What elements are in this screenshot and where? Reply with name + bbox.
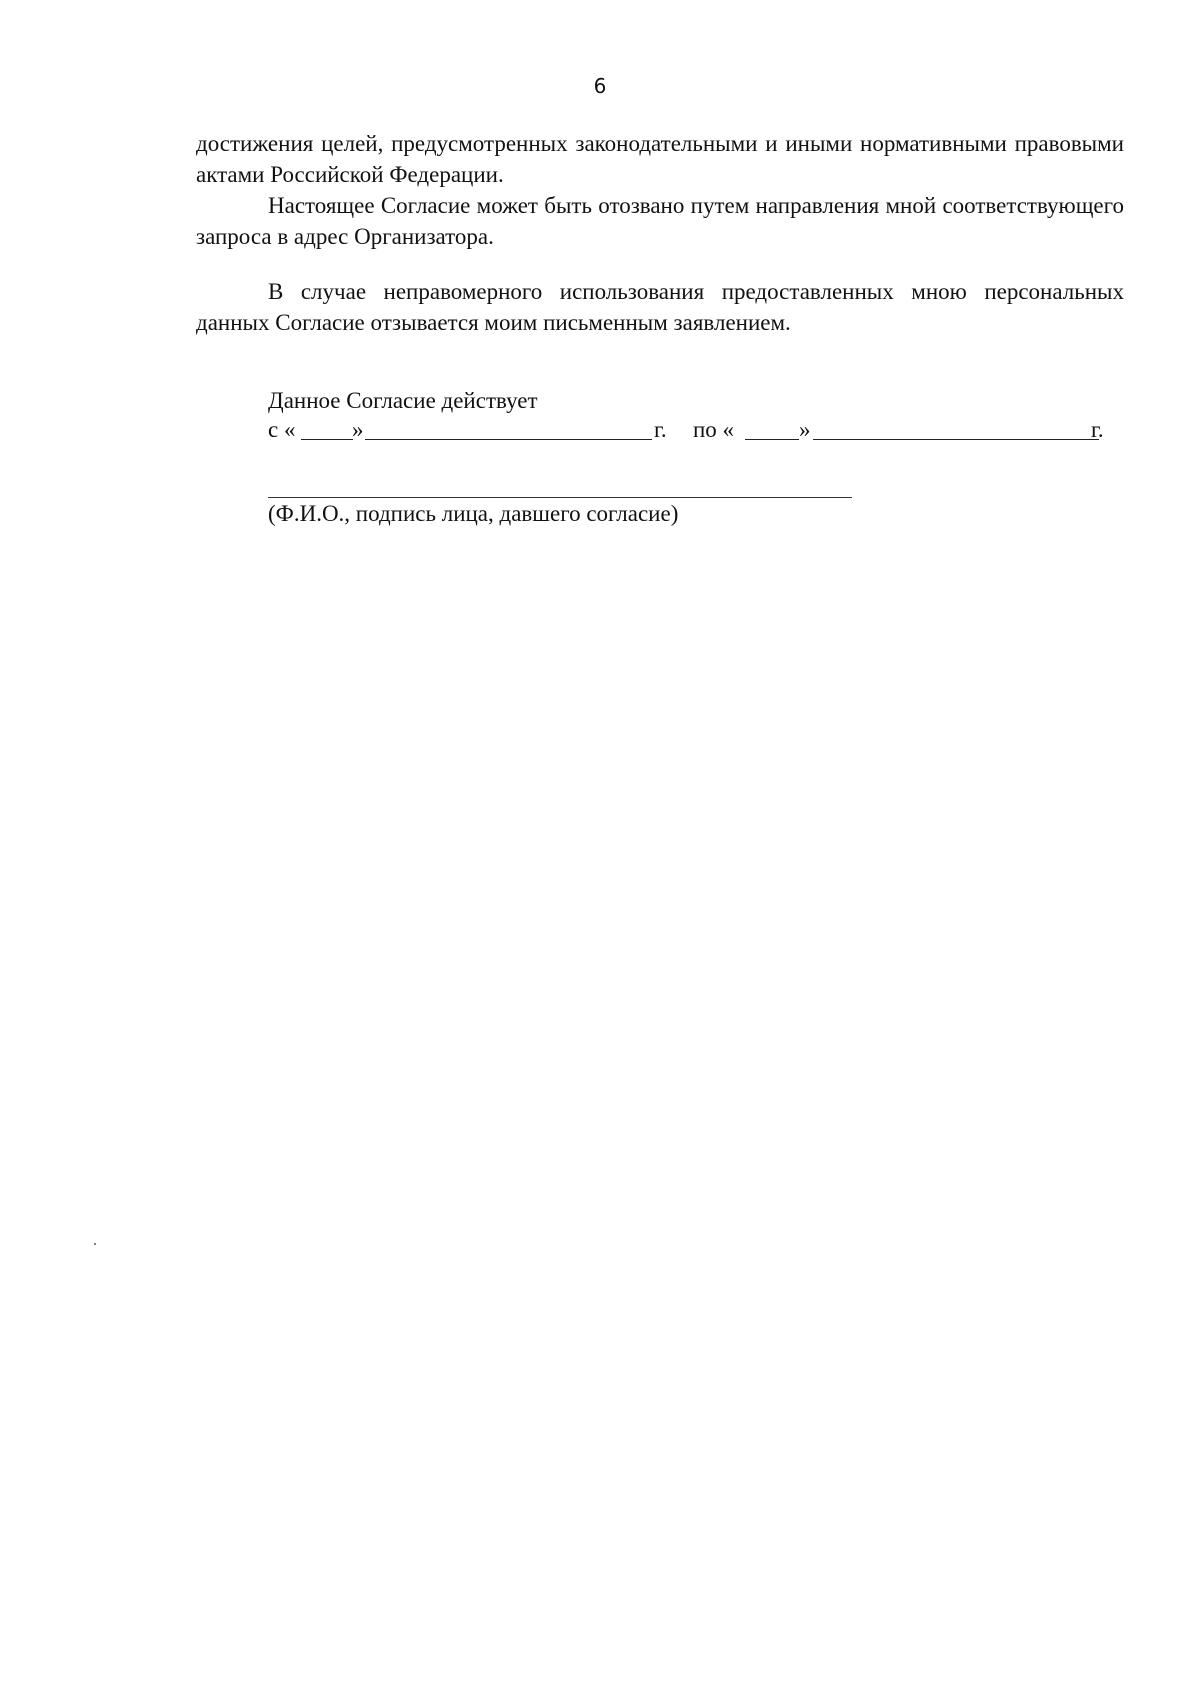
from-quote-close: »	[352, 417, 364, 442]
validity-title: Данное Согласие действует	[268, 388, 538, 413]
from-prefix: с «	[268, 417, 296, 442]
paragraph-purpose: достижения целей, предусмотренных законодательными и иными нормативными правовыми актами Российской Федерации.	[196, 131, 1124, 187]
validity-period-line	[268, 414, 1111, 445]
to-quote-close: »	[799, 417, 811, 442]
from-day-field[interactable]	[301, 439, 353, 440]
to-day-field[interactable]	[745, 439, 799, 440]
to-prefix: по «	[693, 417, 735, 442]
to-year-suffix: г.	[1091, 417, 1104, 442]
from-month-year-field[interactable]	[365, 439, 652, 440]
to-month-year-field[interactable]	[813, 439, 1099, 440]
page-number: 6	[593, 74, 607, 98]
scan-speck	[94, 1243, 96, 1245]
paragraph-unlawful-use: В случае неправомерного использования предоставленных мною персональных данных Согласие отзывается моим письменным заявлением.	[196, 279, 1124, 335]
signature-caption: (Ф.И.О., подпись лица, давшего согласие)	[268, 501, 679, 526]
from-year-suffix: г.	[654, 417, 667, 442]
paragraph-revocation: Настоящее Согласие может быть отозвано путем направления мной соответствующего запроса в адрес Организатора.	[196, 193, 1124, 249]
